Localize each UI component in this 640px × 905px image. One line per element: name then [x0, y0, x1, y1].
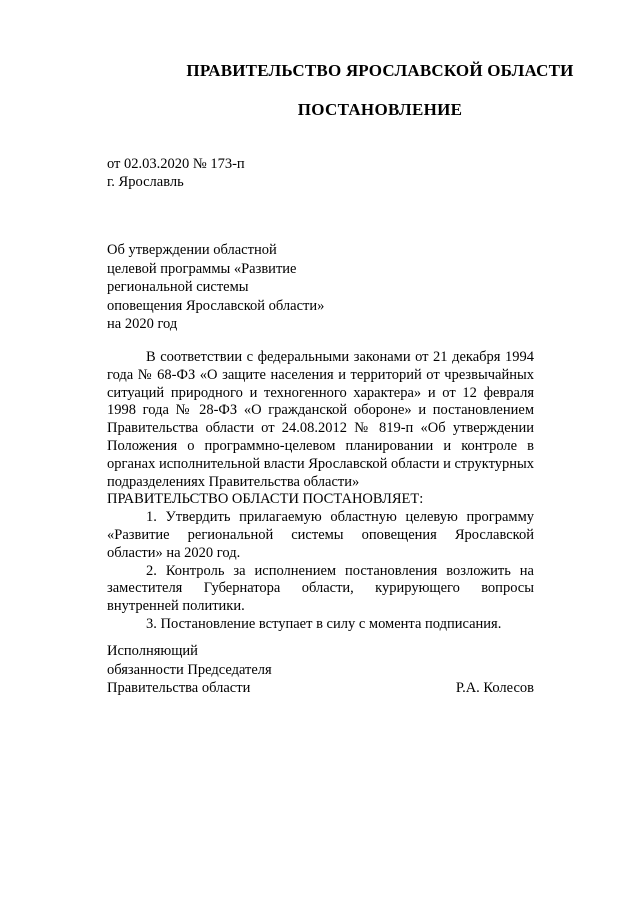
signatory-name: Р.А. Колесов [455, 680, 534, 696]
document-type-title: ПОСТАНОВЛЕНИЕ [297, 100, 463, 119]
resolution-item-3: 3. Постановление вступает в силу с момента подписания. [146, 615, 502, 632]
subject-line: оповещения Ярославской области» [107, 297, 325, 314]
subject-line: целевой программы «Развитие [107, 260, 297, 277]
subject-line: региональной системы [107, 279, 249, 295]
document-meta [107, 155, 245, 191]
document-subject [107, 241, 324, 334]
government-title: ПРАВИТЕЛЬСТВО ЯРОСЛАВСКОЙ ОБЛАСТИ [186, 61, 574, 80]
city: г. Ярославль [107, 174, 184, 190]
signature-block [107, 642, 534, 698]
resolution-item-2: 2. Контроль за исполнением постановления возложить на заместителя Губернатора области, курирующего вопросы внутренней политики. [107, 562, 534, 615]
date-number: от 02.03.2020 № 173-п [107, 156, 245, 172]
resolves-statement: ПРАВИТЕЛЬСТВО ОБЛАСТИ ПОСТАНОВЛЯЕТ: [107, 491, 424, 508]
resolution-item-1: 1. Утвердить прилагаемую областную целевую программу «Развитие региональной системы оповещения Ярославской области» на 2020 год. [107, 509, 534, 561]
signature-row [107, 679, 534, 698]
signatory-position-line: обязанности Председателя [107, 661, 272, 678]
signatory-position-line: Правительства области [107, 680, 251, 696]
subject-line: на 2020 год [107, 316, 178, 332]
signatory-position-line: Исполняющий [107, 643, 198, 659]
subject-line: Об утверждении областной [107, 242, 277, 258]
preamble-paragraph: В соответствии с федеральными законами от 21 декабря 1994 года № 68-ФЗ «О защите населения и территорий от чрезвычайных ситуаций природного и техногенного характера» и от 12 февраля 1998 года № 28-ФЗ «О гражданской обороне» и постановлением Правительства области от 24.08.2012 № 819-п «Об утверждении Положения о программно-целевом планировании и контроле в органах исполнительной власти Ярославской области и структурных подразделениях Правительства области» [107, 349, 534, 490]
document-body [107, 349, 534, 634]
